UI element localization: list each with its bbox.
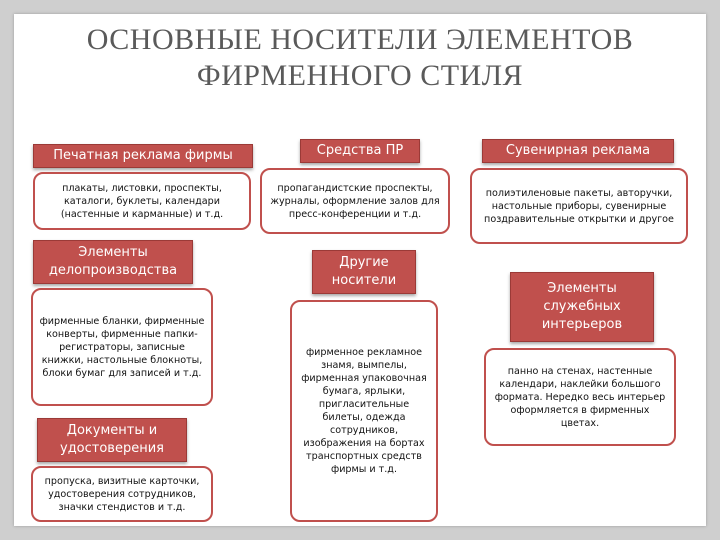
other-carriers-text: фирменное рекламное знамя, вымпелы, фирменная упаковочная бумага, ярлыки, пригласительные билеты, одежда сотрудников, изображения на бортах транспортных средств фирмы и т.д.: [290, 300, 438, 522]
office-work-text: фирменные бланки, фирменные конверты, фирменные папки-регистраторы, записные книжки, настольные блокноты, блоки бумаг для записей и т.д.: [31, 288, 213, 406]
souvenir-advertising-text: полиэтиленовые пакеты, авторучки, настольные приборы, сувенирные поздравительные открытки и другое: [470, 168, 688, 244]
slide-title-line-1: ОСНОВНЫЕ НОСИТЕЛИ ЭЛЕМЕНТОВ: [86, 23, 634, 56]
documents-header: Документы и удостоверения: [37, 418, 187, 462]
slide-title: [30, 22, 690, 94]
slide-title-line-2: ФИРМЕННОГО СТИЛЯ: [196, 59, 524, 92]
pr-means-text: пропагандистские проспекты, журналы, оформление залов для пресс-конференции и т.д.: [260, 168, 450, 234]
pr-means-header: Средства ПР: [300, 139, 420, 163]
office-interiors-text: панно на стенах, настенные календари, наклейки большого формата. Нередко весь интерьер оформляется в фирменных цветах.: [484, 348, 676, 446]
souvenir-advertising-header: Сувенирная реклама: [482, 139, 674, 163]
print-advertising-header: Печатная реклама фирмы: [33, 144, 253, 168]
office-work-header: Элементы делопроизводства: [33, 240, 193, 284]
other-carriers-header: Другие носители: [312, 250, 416, 294]
print-advertising-text: плакаты, листовки, проспекты, каталоги, буклеты, календари (настенные и карманные) и т.д.: [33, 172, 251, 230]
office-interiors-header: Элементы служебных интерьеров: [510, 272, 654, 342]
documents-text: пропуска, визитные карточки, удостоверения сотрудников, значки стендистов и т.д.: [31, 466, 213, 522]
